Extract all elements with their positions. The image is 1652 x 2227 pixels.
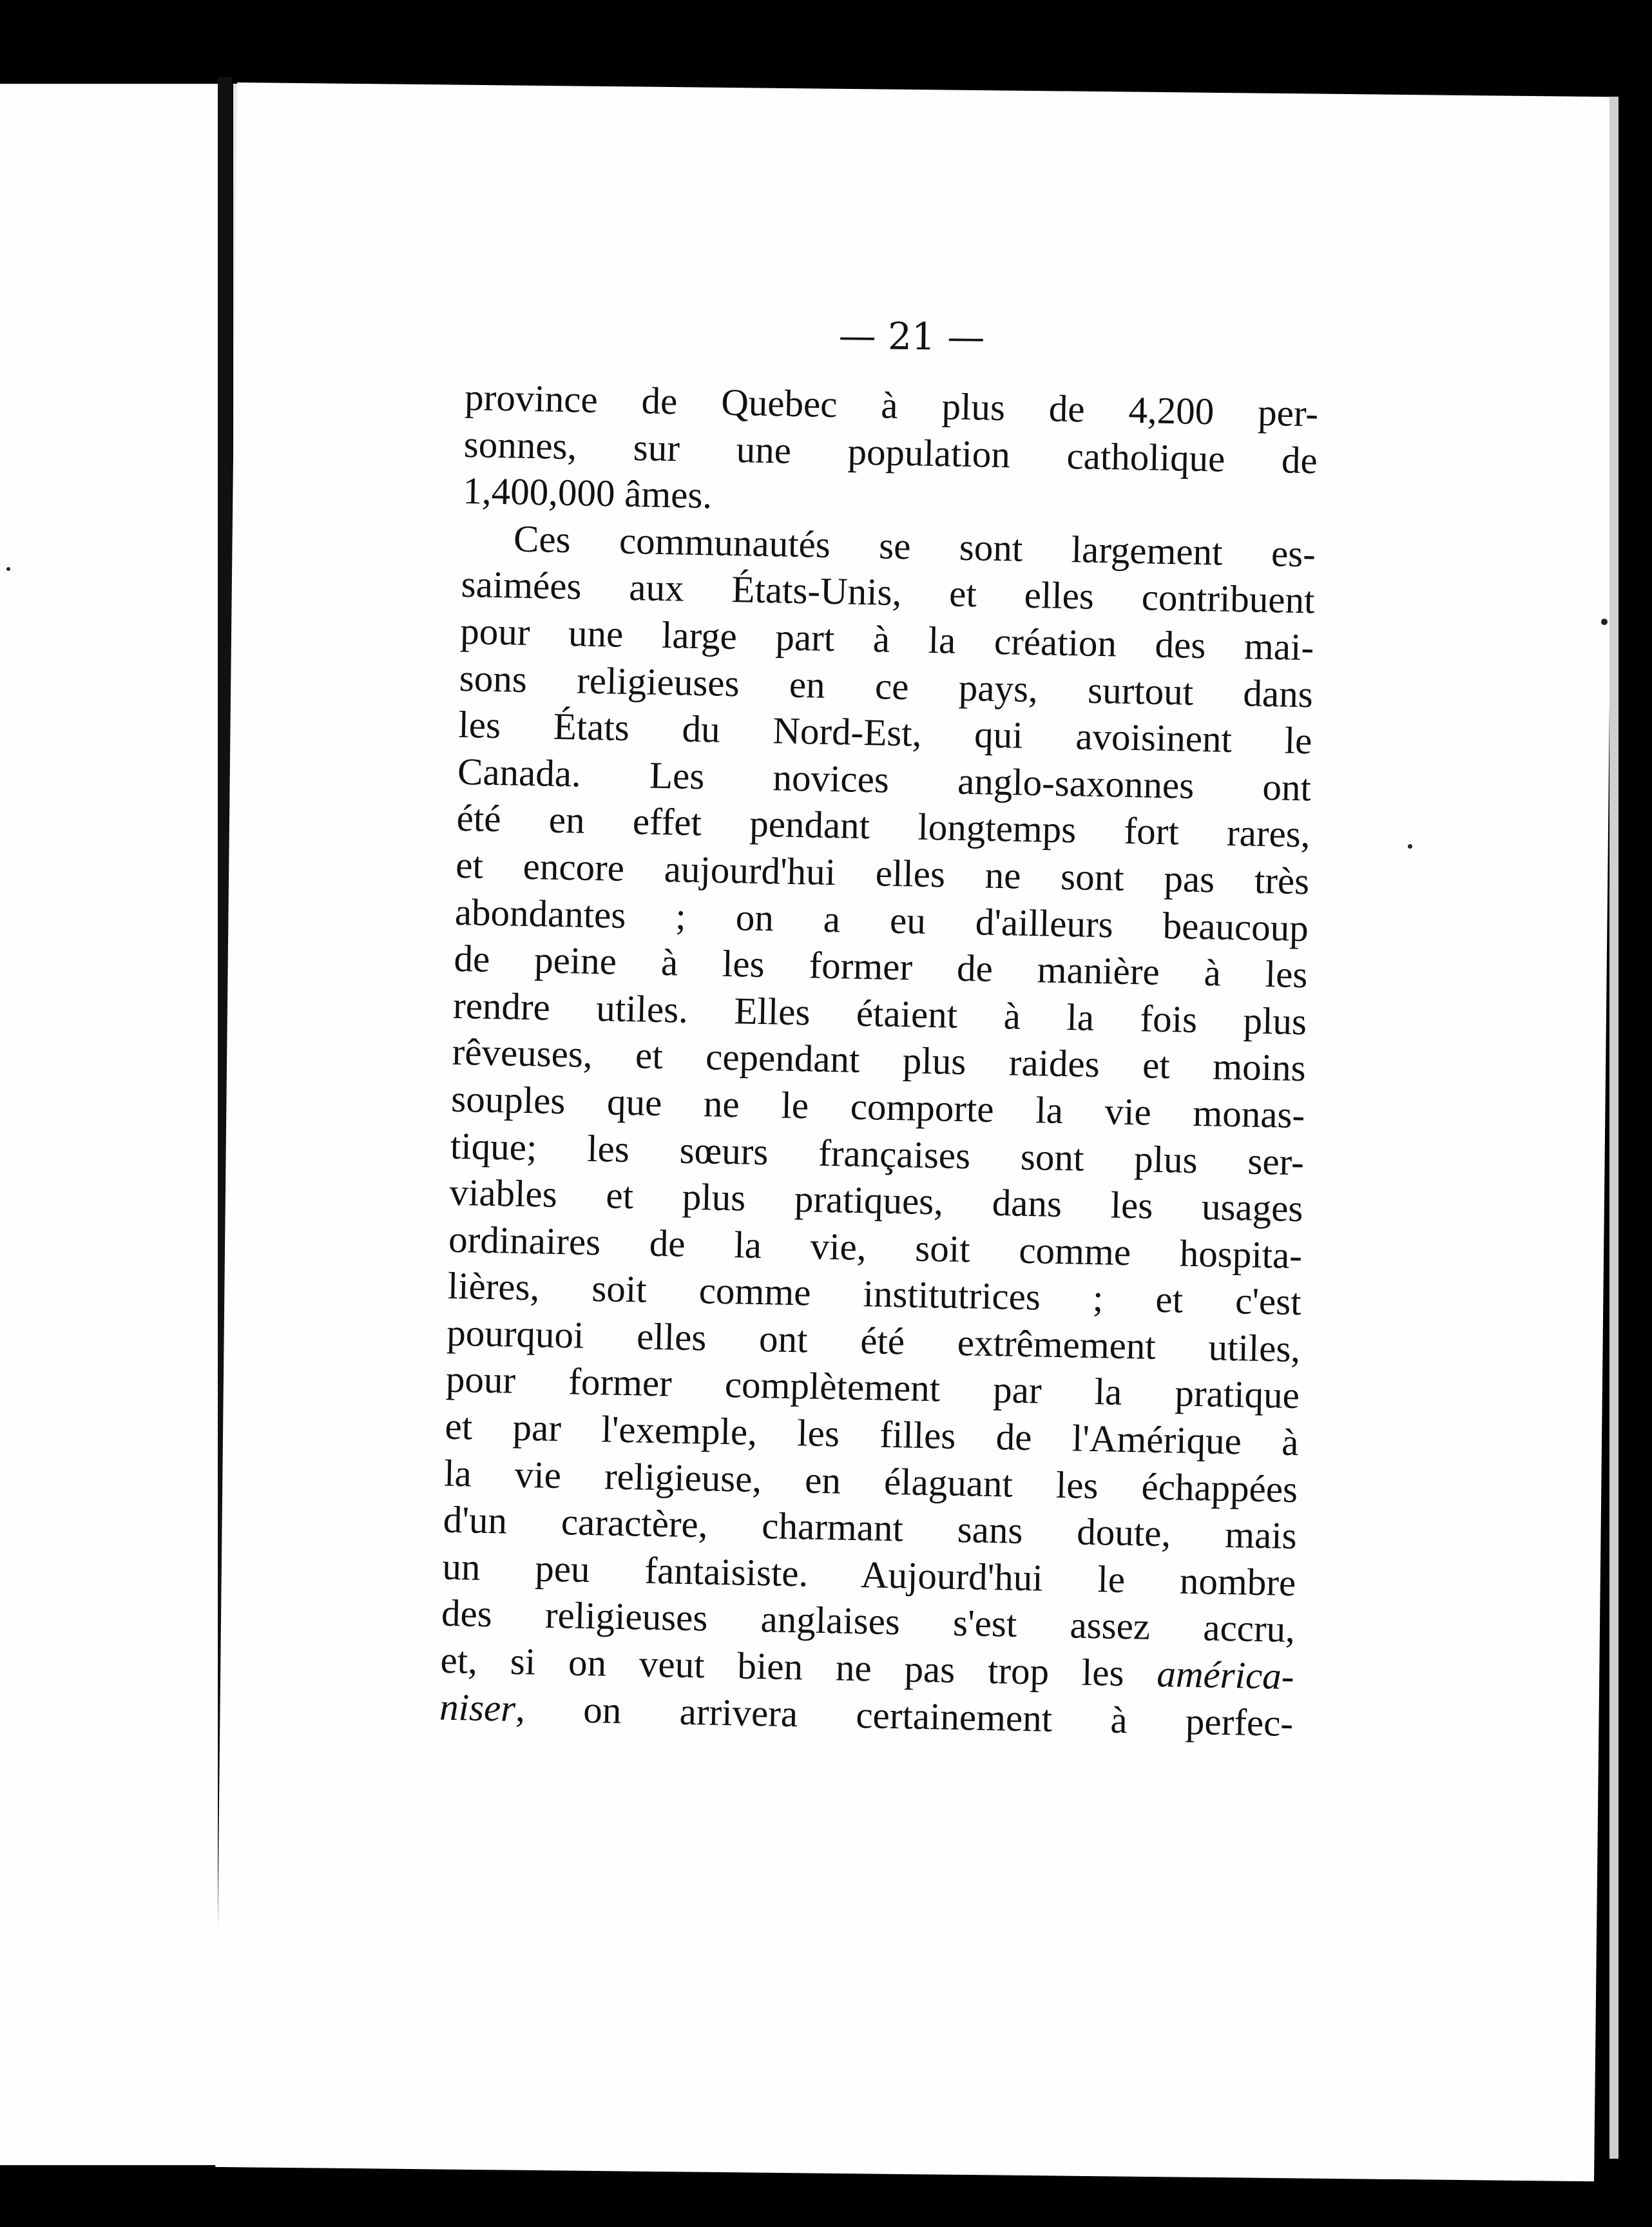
text-line: pour former complètement par la pratique bbox=[445, 1358, 1300, 1417]
text-line: des religieuses anglaises s'est assez accru, bbox=[441, 1592, 1296, 1651]
text-line-part: et, si on veut bien ne pas trop les bbox=[440, 1638, 1158, 1695]
text-line: saimées aux États-Unis, et elles contribuent bbox=[461, 563, 1316, 622]
text-line: sons religieuses en ce pays, surtout dans bbox=[459, 656, 1314, 715]
left-page-edge bbox=[0, 84, 222, 2165]
body-text bbox=[439, 374, 1319, 1746]
scan-speck bbox=[1408, 844, 1412, 849]
text-line: Canada. Les novices anglo-saxonnes ont bbox=[457, 749, 1312, 809]
text-line: sonnes, sur une population catholique de bbox=[463, 422, 1318, 482]
text-line-part: , on arrivera certainement à perfec- bbox=[515, 1686, 1294, 1744]
text-line: un peu fantaisiste. Aujourd'hui le nombre bbox=[441, 1545, 1296, 1604]
text-line: rêveuses, et cependant plus raides et moins bbox=[452, 1030, 1307, 1090]
text-line: les États du Nord-Est, qui avoisinent le bbox=[457, 703, 1312, 762]
text-line: la vie religieuse, en élaguant les échappées bbox=[443, 1451, 1298, 1510]
scan-speck bbox=[6, 567, 10, 571]
text-line: lières, soit comme institutrices ; et c'est bbox=[447, 1264, 1302, 1324]
page-number: — 21 — bbox=[838, 313, 985, 360]
text-line: Ces communautés se sont largement es- bbox=[513, 517, 1316, 575]
text-line: souples que ne le comporte la vie monas- bbox=[450, 1077, 1305, 1137]
text-line: d'un caractère, charmant sans doute, mais bbox=[443, 1498, 1298, 1557]
text-line: de peine à les former de manière à les bbox=[453, 936, 1308, 996]
italic-word: américa- bbox=[1156, 1652, 1295, 1698]
text-line: province de Quebec à plus de 4,200 per- bbox=[464, 375, 1319, 435]
scan-speck bbox=[1601, 619, 1608, 625]
text-line: pour une large part à la création des mai- bbox=[459, 609, 1314, 669]
text-line: abondantes ; on a eu d'ailleurs beaucoup bbox=[454, 890, 1309, 949]
text-line: rendre utiles. Elles étaient à la fois plus bbox=[452, 983, 1307, 1043]
text-line: tique; les sœurs françaises sont plus ser- bbox=[450, 1124, 1305, 1183]
text-line: 1,400,000 âmes. bbox=[462, 469, 713, 517]
text-line: viables et plus pratiques, dans les usages bbox=[448, 1170, 1304, 1230]
page-edge-shadow bbox=[1609, 97, 1618, 2159]
text-line: et par l'exemple, les filles de l'Amérique à bbox=[445, 1404, 1300, 1464]
text-line: pourquoi elles ont été extrêmement utiles, bbox=[446, 1311, 1301, 1371]
text-line: ordinaires de la vie, soit comme hospita- bbox=[448, 1217, 1303, 1277]
italic-word: niser bbox=[439, 1685, 516, 1730]
text-line: été en effet pendant longtemps fort rares, bbox=[456, 796, 1311, 856]
text-line: et encore aujourd'hui elles ne sont pas très bbox=[455, 843, 1310, 903]
